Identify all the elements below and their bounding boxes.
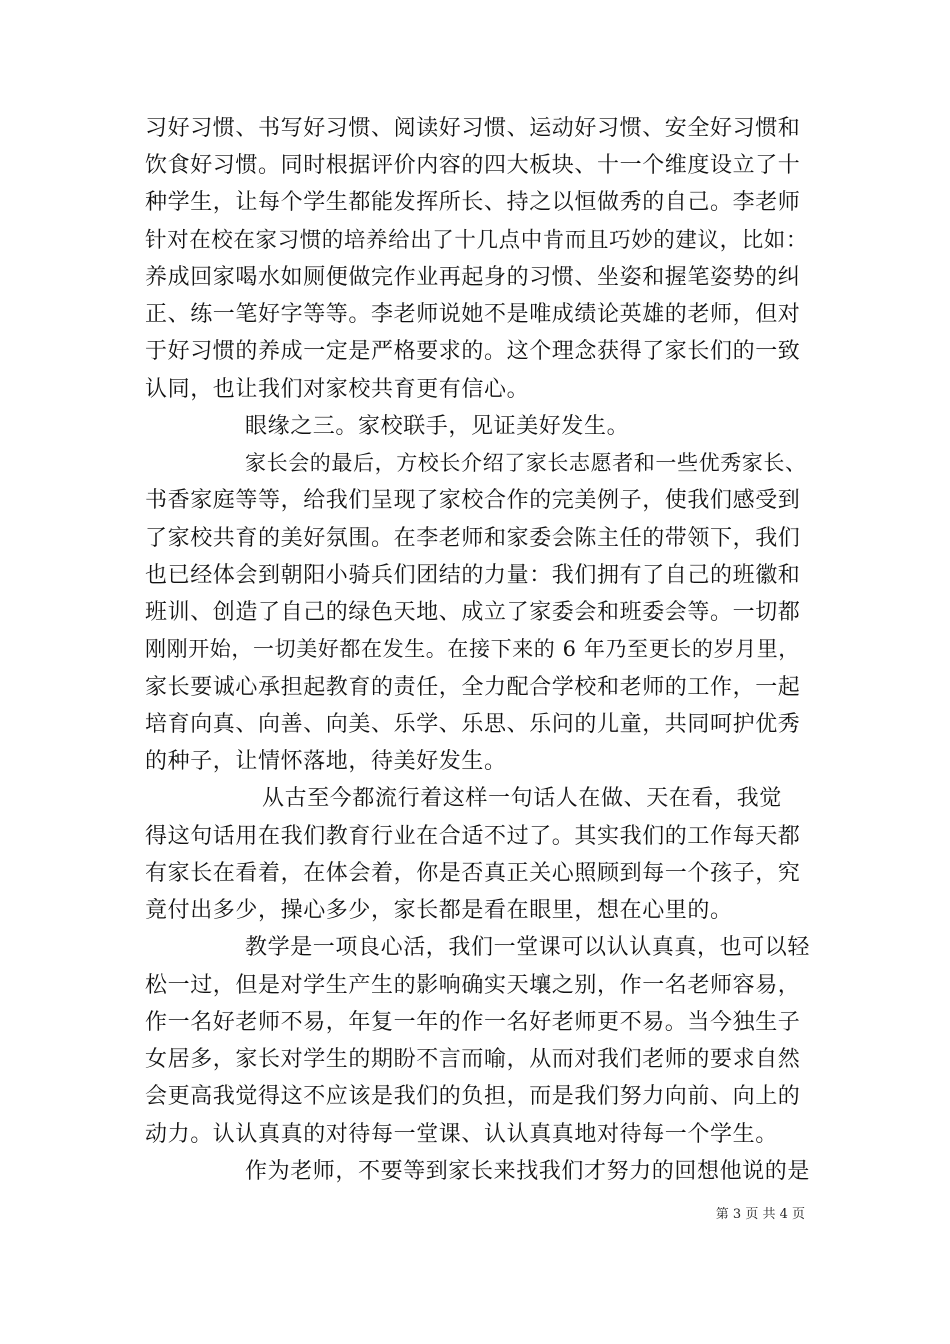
text-line: 刚刚开始，一切美好都在发生。在接下来的 6 年乃至更长的岁月里， [145, 637, 800, 661]
text-line: 的种子，让情怀落地，待美好发生。 [145, 749, 507, 774]
paragraph-first-line: 从古至今都流行着这样一句话人在做、天在看，我觉 [262, 786, 782, 811]
text-line: 松一过，但是对学生产生的影响确实天壤之别，作一名老师容易， [145, 973, 801, 998]
text-line: 班训、创造了自己的绿色天地、成立了家委会和班委会等。一切都 [145, 600, 801, 625]
text-line: 得这句话用在我们教育行业在合适不过了。其实我们的工作每天都 [145, 824, 801, 849]
text-line: 了家校共育的美好氛围。在李老师和家委会陈主任的带领下，我们 [145, 526, 801, 551]
text-line: 认同，也让我们对家校共育更有信心。 [145, 377, 530, 402]
text-line: 针对在校在家习惯的培养给出了十几点中肯而且巧妙的建议，比如： [145, 228, 809, 253]
text-line: 家长要诚心承担起教育的责任，全力配合学校和老师的工作，一起 [145, 675, 801, 700]
text-line: 有家长在看着，在体会着，你是否真正关心照顾到每一个孩子，究 [145, 861, 801, 886]
section-heading: 眼缘之三。家校联手，见证美好发生。 [245, 414, 630, 439]
text-line: 作一名好老师不易，年复一年的作一名好老师更不易。当今独生子 [145, 1010, 801, 1035]
text-line: 书香家庭等等，给我们呈现了家校合作的完美例子，使我们感受到 [145, 488, 801, 513]
text-line: 饮食好习惯。同时根据评价内容的四大板块、十一个维度设立了十 [145, 153, 801, 178]
text-line: 养成回家喝水如厕便做完作业再起身的习惯、坐姿和握笔姿势的纠 [145, 265, 801, 290]
text-line: 竟付出多少，操心多少，家长都是看在眼里，想在心里的。 [145, 898, 733, 923]
text-line: 动力。认认真真的对待每一堂课、认认真真地对待每一个学生。 [145, 1122, 778, 1147]
text-line: 习好习惯、书写好习惯、阅读好习惯、运动好习惯、安全好习惯和 [145, 116, 801, 141]
text-line: 种学生，让每个学生都能发挥所长、持之以恒做秀的自己。李老师 [145, 190, 801, 215]
text-line: 会更高我觉得这不应该是我们的负担，而是我们努力向前、向上的 [145, 1084, 801, 1109]
text-line: 女居多，家长对学生的期盼不言而喻，从而对我们老师的要求自然 [145, 1047, 801, 1072]
text-line: 也已经体会到朝阳小骑兵们团结的力量：我们拥有了自己的班徽和 [145, 563, 801, 588]
paragraph-first-line: 作为老师，不要等到家长来找我们才努力的回想他说的是 [245, 1159, 810, 1184]
page-number: 第 3 页 共 4 页 [715, 1207, 805, 1222]
text-line: 培育向真、向善、向美、乐学、乐思、乐问的儿童，共同呵护优秀 [145, 712, 801, 737]
text-line: 于好习惯的养成一定是严格要求的。这个理念获得了家长们的一致 [145, 339, 801, 364]
paragraph-first-line: 家长会的最后，方校长介绍了家长志愿者和一些优秀家长、 [245, 451, 807, 475]
text-line: 正、练一笔好字等等。李老师说她不是唯成绩论英雄的老师，但对 [145, 302, 801, 327]
paragraph-first-line: 教学是一项良心活，我们一堂课可以认认真真，也可以轻 [245, 935, 810, 960]
